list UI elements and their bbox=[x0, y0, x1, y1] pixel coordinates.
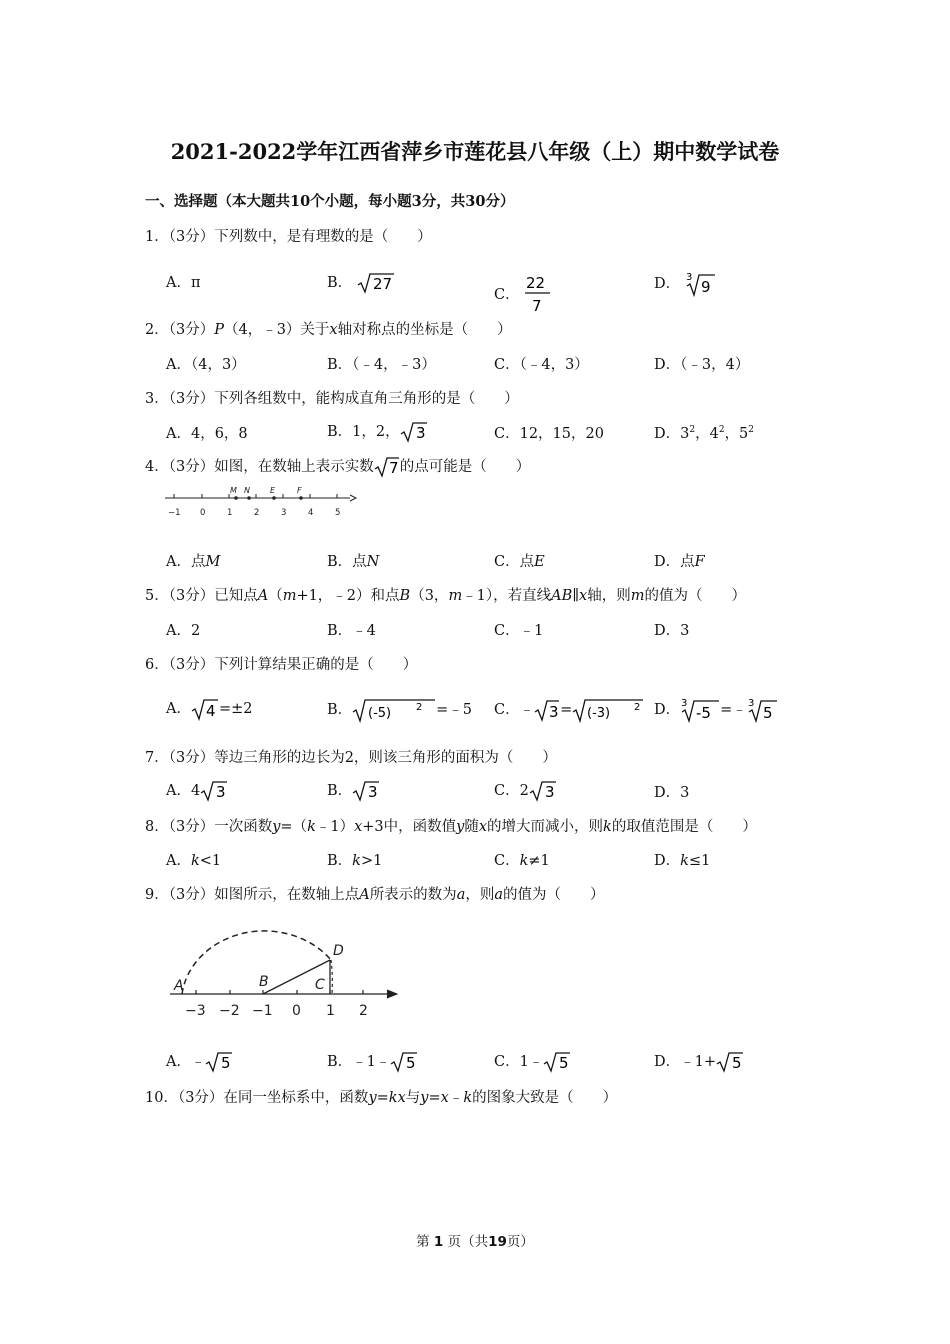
question-5: 5．（3分）已知点A（m+1，﹣2）和点B（3，m﹣1），若直线AB∥x轴，则m的值为（ ） bbox=[145, 588, 746, 604]
svg-text:N: N bbox=[244, 486, 250, 495]
svg-text:27: 27 bbox=[372, 275, 392, 293]
question-1: 1．（3分）下列数中，是有理数的是（ ） bbox=[145, 229, 432, 245]
page-footer bbox=[0, 1230, 950, 1250]
q4-option-b: B．点N bbox=[327, 554, 380, 570]
current-page-number: 1 bbox=[433, 1234, 444, 1250]
q5-option-a: A．2 bbox=[166, 623, 201, 639]
total-page-count: 19 bbox=[488, 1234, 507, 1250]
question-2: 2．（3分）P（4，﹣3）关于x轴对称点的坐标是（ ） bbox=[145, 322, 512, 338]
section-heading: 一、选择题（本大题共10个小题，每小题3分，共30分） bbox=[145, 193, 515, 210]
question-8: 8．（3分）一次函数y=（k﹣1）x+3中，函数值y随x的增大而减小，则k的取值范围是（ ） bbox=[145, 819, 757, 835]
svg-text:5: 5 bbox=[732, 1054, 742, 1072]
q2-option-b: B．（﹣4，﹣3） bbox=[327, 357, 436, 373]
svg-text:3: 3 bbox=[549, 703, 559, 721]
svg-text:D: D bbox=[333, 943, 344, 959]
q3-option-b: B．1，2， 3 bbox=[327, 424, 426, 442]
q9-option-d: D．﹣1+ 5 bbox=[654, 1054, 742, 1072]
svg-text:2: 2 bbox=[416, 702, 423, 713]
q9-option-a: A．﹣ 5 bbox=[166, 1054, 232, 1072]
svg-text:9: 9 bbox=[700, 278, 711, 296]
svg-text:5: 5 bbox=[335, 508, 341, 518]
q5-option-b: B．﹣4 bbox=[327, 623, 376, 639]
svg-text:E: E bbox=[270, 486, 276, 495]
svg-text:4: 4 bbox=[308, 508, 314, 518]
svg-text:A: A bbox=[174, 978, 184, 994]
svg-text:−1: −1 bbox=[252, 1003, 273, 1019]
q2-option-a: A．（4，3） bbox=[166, 357, 246, 373]
svg-text:3: 3 bbox=[216, 783, 226, 801]
question-3: 3．（3分）下列各组数中，能构成直角三角形的是（ ） bbox=[145, 391, 519, 407]
svg-text:C: C bbox=[315, 977, 325, 993]
svg-text:7: 7 bbox=[532, 297, 542, 315]
q6-option-d: D． 3 -5 =﹣ 3 5 bbox=[654, 697, 779, 723]
q1-option-b: B． 27 bbox=[327, 275, 392, 293]
svg-text:(-3): (-3) bbox=[587, 706, 611, 721]
svg-text:2: 2 bbox=[254, 508, 260, 518]
footer-prefix: 第 bbox=[416, 1234, 430, 1250]
svg-text:B: B bbox=[259, 974, 269, 990]
page-title: 2021-2022学年江西省萍乡市莲花县八年级（上）期中数学试卷 bbox=[170, 139, 780, 164]
svg-text:-5: -5 bbox=[696, 704, 712, 722]
svg-text:3: 3 bbox=[368, 783, 378, 801]
svg-text:1: 1 bbox=[326, 1003, 335, 1019]
q7-option-d: D．3 bbox=[654, 785, 690, 801]
svg-text:3: 3 bbox=[747, 698, 755, 709]
q1-option-c: C． 22 7 bbox=[494, 274, 546, 315]
question-6: 6．（3分）下列计算结果正确的是（ ） bbox=[145, 657, 418, 673]
svg-text:1: 1 bbox=[227, 508, 233, 518]
number-line-figure-9 bbox=[165, 912, 405, 1022]
q8-option-c: C．k≠1 bbox=[494, 853, 550, 869]
svg-text:7: 7 bbox=[388, 459, 399, 477]
q6-option-c: C．﹣ 3 = (-3) 2 bbox=[494, 697, 644, 723]
svg-text:0: 0 bbox=[200, 508, 206, 518]
footer-suffix: 页） bbox=[506, 1234, 534, 1250]
q3-option-d: D．$3^2$，$4^2$，$5^2$ bbox=[654, 425, 755, 442]
svg-text:5: 5 bbox=[221, 1054, 232, 1072]
svg-text:0: 0 bbox=[292, 1003, 301, 1019]
svg-text:3: 3 bbox=[281, 508, 287, 518]
q8-option-b: B．k>1 bbox=[327, 853, 383, 869]
svg-text:22: 22 bbox=[526, 274, 546, 292]
q6-option-b: B． (-5) 2 =﹣5 bbox=[327, 702, 473, 721]
q8-option-d: D．k≤1 bbox=[654, 853, 711, 869]
svg-text:5: 5 bbox=[762, 704, 773, 722]
q8-option-a: A．k<1 bbox=[166, 853, 222, 869]
svg-text:2: 2 bbox=[359, 1003, 368, 1019]
svg-text:(-5): (-5) bbox=[368, 706, 392, 721]
svg-text:5: 5 bbox=[559, 1054, 569, 1072]
number-line-figure-4 bbox=[160, 484, 360, 522]
q9-option-c: C．1﹣ 5 bbox=[494, 1054, 569, 1072]
question-4: 4．（3分）如图，在数轴上表示实数 7 的点可能是（ ） bbox=[145, 459, 531, 477]
svg-text:2: 2 bbox=[634, 702, 641, 713]
q2-option-d: D．（﹣3，4） bbox=[654, 357, 750, 373]
svg-text:M: M bbox=[230, 486, 237, 495]
q9-option-b: B．﹣1﹣ 5 bbox=[327, 1054, 416, 1072]
question-10: 10．（3分）在同一坐标系中，函数y=kx与y=x﹣k的图象大致是（ ） bbox=[145, 1090, 618, 1106]
svg-text:3: 3 bbox=[681, 698, 688, 709]
q4-option-d: D．点F bbox=[654, 554, 705, 570]
svg-text:−3: −3 bbox=[185, 1003, 206, 1019]
q7-option-b: B． 3 bbox=[327, 783, 378, 801]
question-9: 9．（3分）如图所示，在数轴上点A所表示的数为a，则a的值为（ ） bbox=[145, 887, 605, 903]
q7-option-a: A．4 3 bbox=[166, 783, 226, 801]
question-7: 7．（3分）等边三角形的边长为2，则该三角形的面积为（ ） bbox=[145, 750, 557, 766]
q1-option-d: D． 3 9 bbox=[654, 271, 717, 297]
svg-text:4: 4 bbox=[205, 702, 216, 720]
q6-option-a: A． 4 =±2 bbox=[166, 701, 253, 720]
footer-middle: 页（共 bbox=[447, 1234, 489, 1250]
q5-option-d: D．3 bbox=[654, 623, 690, 639]
q4-option-c: C．点E bbox=[494, 554, 545, 570]
svg-text:3: 3 bbox=[544, 783, 555, 801]
q3-option-c: C．12，15，20 bbox=[494, 426, 604, 442]
q4-option-a: A．点M bbox=[166, 554, 221, 570]
svg-text:3: 3 bbox=[685, 272, 693, 283]
q7-option-c: C．2 3 bbox=[494, 783, 555, 801]
svg-text:F: F bbox=[297, 486, 302, 495]
q5-option-c: C．﹣1 bbox=[494, 623, 544, 639]
q1-option-a: A．π bbox=[166, 275, 201, 291]
svg-text:−1: −1 bbox=[168, 508, 181, 518]
q3-option-a: A．4，6，8 bbox=[166, 426, 248, 442]
svg-text:5: 5 bbox=[406, 1054, 416, 1072]
svg-text:3: 3 bbox=[415, 424, 426, 442]
svg-text:−2: −2 bbox=[219, 1003, 240, 1019]
q2-option-c: C．（﹣4，3） bbox=[494, 357, 589, 373]
